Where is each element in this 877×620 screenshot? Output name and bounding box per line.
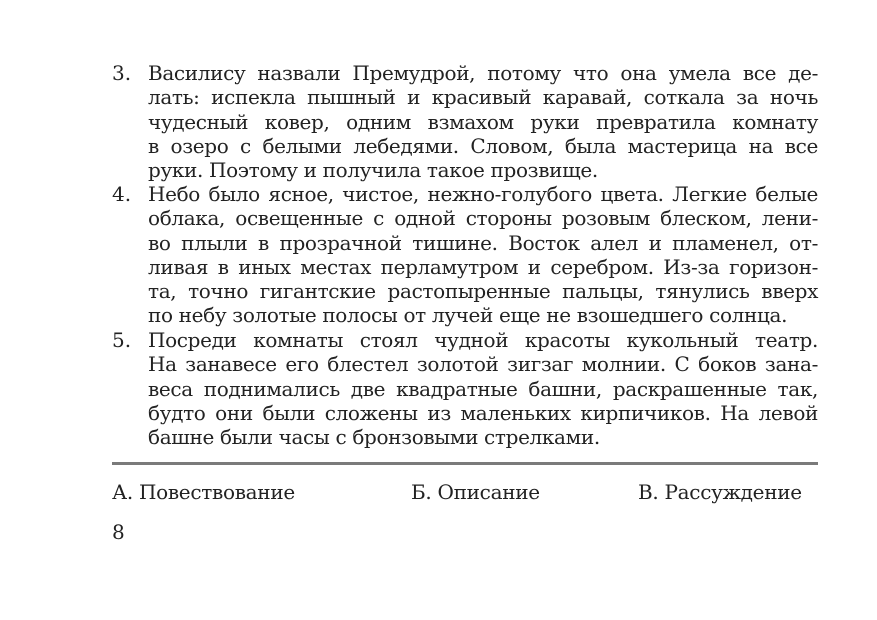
answer-option-c: В. Рассуждение: [638, 480, 802, 504]
text-line: На занавесе его блестел золотой зигзаг молнии. С боков зана-: [148, 352, 818, 377]
text-line: в озеро с белыми лебедями. Словом, была мастерица на все: [148, 133, 818, 158]
text-line: Небо было ясное, чистое, нежно-голубого цвета. Легкие белые: [148, 182, 818, 206]
text-line: Посреди комнаты стоял чудной красоты кукольный театр.: [148, 328, 818, 352]
answer-option-b: Б. Описание: [411, 480, 540, 504]
text-line: лать: испекла пышный и красивый каравай, соткала за ночь: [148, 85, 818, 110]
text-line: облака, освещенные с одной стороны розовым блеском, лени-: [148, 206, 818, 231]
text-line: та, точно гигантские растопыренные пальцы, тянулись вверх: [148, 279, 818, 304]
page-number: 8: [112, 520, 125, 544]
text-line: веса поднимались две квадратные башни, раскрашенные так,: [148, 376, 818, 401]
item-number: 5.: [112, 328, 132, 352]
text-line: ливая в иных местах перламутром и серебром. Из-за горизон-: [148, 254, 818, 279]
item-number: 4.: [112, 182, 132, 206]
text-line: башне были часы с бронзовыми стрелками.: [148, 425, 600, 450]
answer-options: [0, 479, 877, 505]
horizontal-divider: [112, 462, 818, 465]
item-number: 3.: [112, 61, 132, 85]
text-line: по небу золотые полосы от лучей еще не взошедшего солнца.: [148, 303, 788, 328]
answer-option-a: А. Повествование: [112, 480, 295, 504]
item-text: [148, 61, 818, 182]
text-line: Василису назвали Премудрой, потому что она умела все де-: [148, 61, 818, 85]
text-line: будто они были сложены из маленьких кирпичиков. На левой: [148, 400, 818, 425]
item-text: [148, 328, 818, 449]
text-line: во плыли в прозрачной тишине. Восток алел и пламенел, от-: [148, 230, 818, 255]
item-text: [148, 182, 818, 328]
text-line: руки. Поэтому и получила такое прозвище.: [148, 158, 598, 183]
text-line: чудесный ковер, одним взмахом руки превратила комнату: [148, 109, 818, 134]
